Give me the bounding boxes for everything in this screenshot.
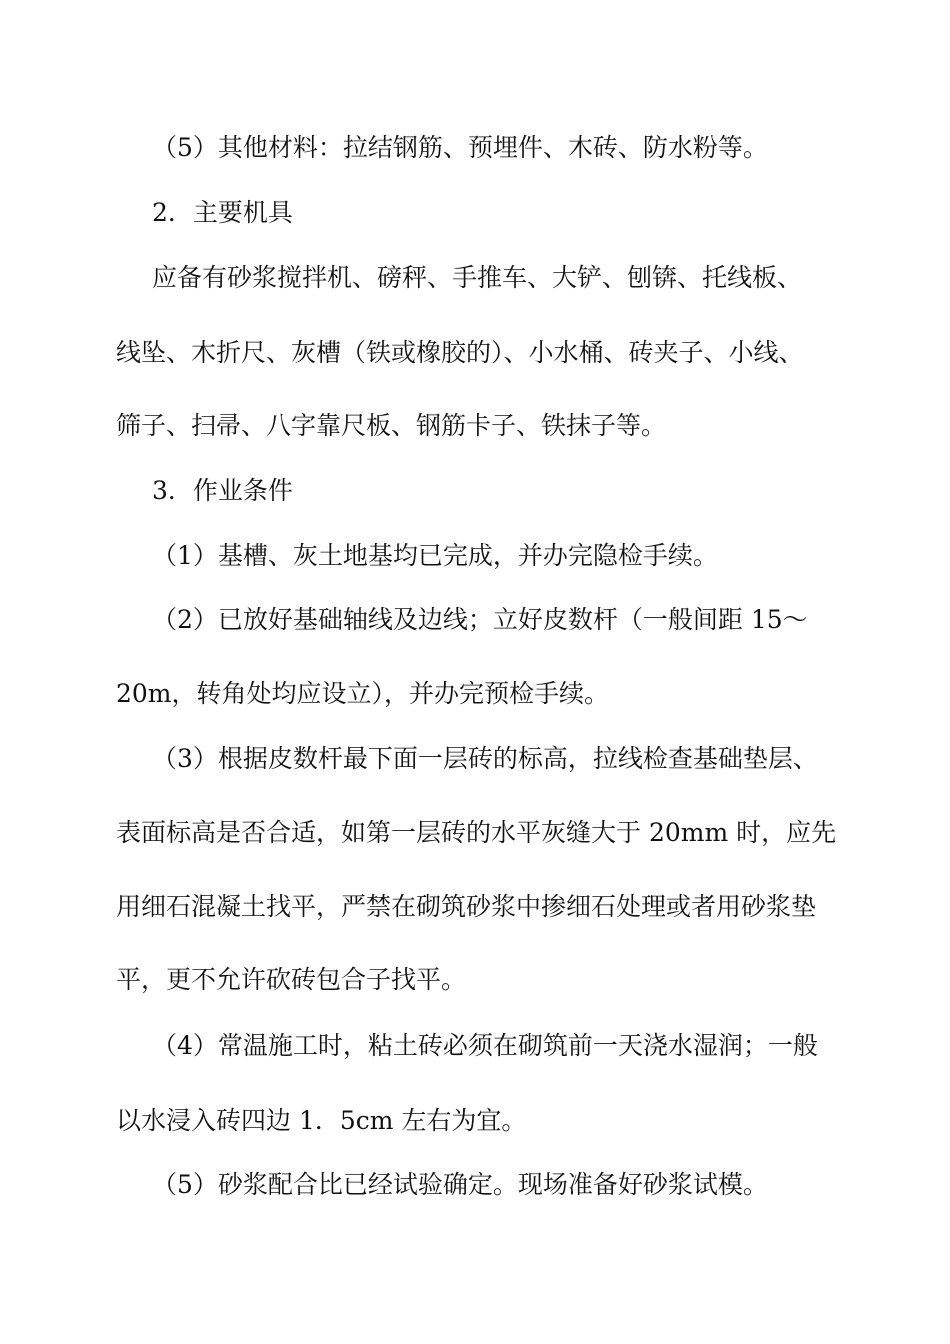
text-line-condition-3a: （3）根据皮数杆最下面一层砖的标高，拉线检查基础垫层、 bbox=[152, 744, 818, 773]
text-line-materials-other: （5）其他材料：拉结钢筋、预埋件、木砖、防水粉等。 bbox=[152, 133, 768, 162]
section-heading-work-conditions: 3．作业条件 bbox=[152, 476, 293, 505]
text-line-condition-2a: （2）已放好基础轴线及边线；立好皮数杆（一般间距 15～ bbox=[152, 605, 808, 634]
text-line-condition-3c: 用细石混凝土找平，严禁在砌筑砂浆中掺细石处理或者用砂浆垫 bbox=[116, 892, 817, 921]
text-line-condition-5: （5）砂浆配合比已经试验确定。现场准备好砂浆试模。 bbox=[152, 1170, 768, 1199]
text-line-tools-2: 线坠、木折尺、灰槽（铁或橡胶的）、小水桶、砖夹子、小线、 bbox=[116, 338, 804, 367]
text-line-condition-1: （1）基槽、灰土地基均已完成，并办完隐检手续。 bbox=[152, 541, 718, 570]
text-line-condition-4a: （4）常温施工时，粘土砖必须在砌筑前一天浇水湿润；一般 bbox=[152, 1031, 818, 1060]
text-line-condition-3b: 表面标高是否合适，如第一层砖的水平灰缝大于 20mm 时，应先 bbox=[116, 818, 837, 847]
text-line-condition-2b: 20m，转角处均应设立），并办完预检手续。 bbox=[116, 679, 610, 708]
section-heading-main-tools: 2．主要机具 bbox=[152, 198, 293, 227]
text-line-condition-4b: 以水浸入砖四边 1．5cm 左右为宜。 bbox=[116, 1106, 527, 1135]
text-line-condition-3d: 平，更不允许砍砖包合子找平。 bbox=[116, 965, 467, 994]
text-line-tools-3: 筛子、扫帚、八字靠尺板、钢筋卡子、铁抹子等。 bbox=[116, 411, 667, 440]
text-line-tools-1: 应备有砂浆搅拌机、磅秤、手推车、大铲、刨锛、托线板、 bbox=[152, 263, 803, 292]
